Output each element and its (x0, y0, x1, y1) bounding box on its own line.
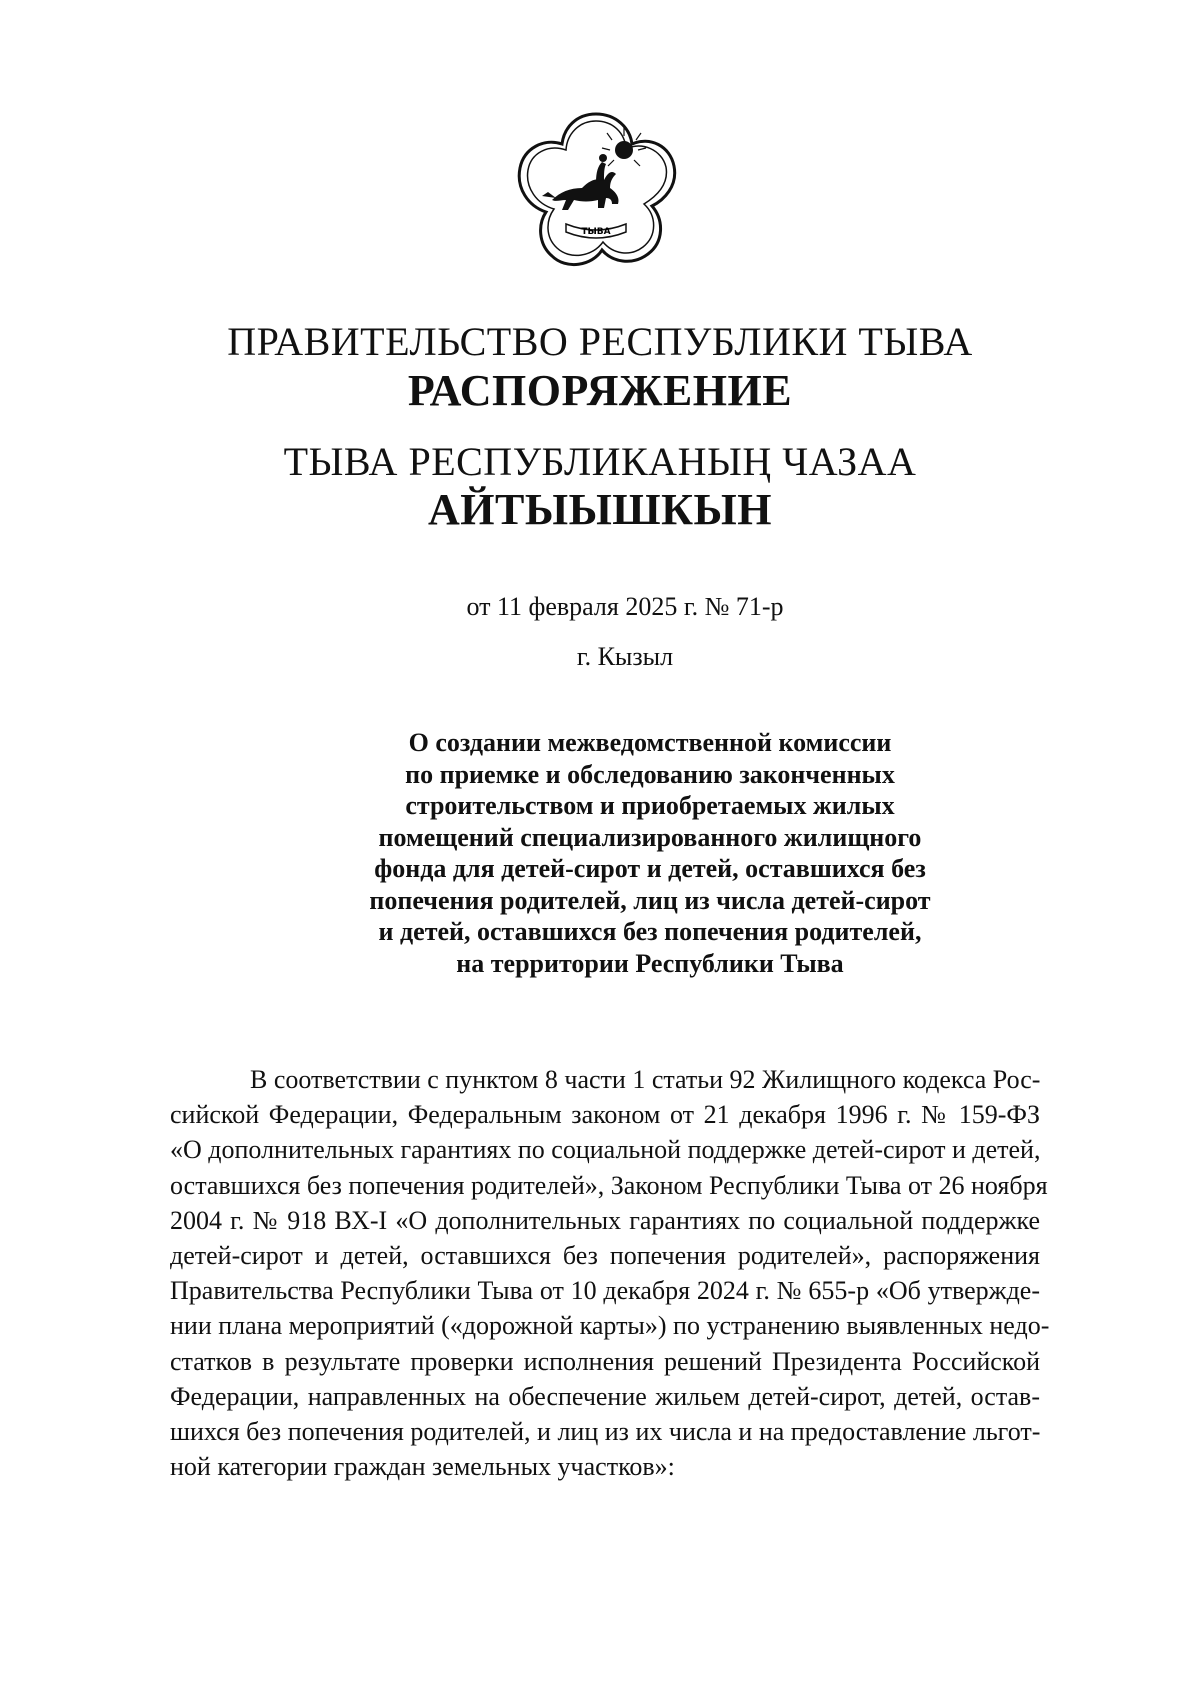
body-line: детей-сирот и детей, оставшихся без попечения родителей», распоряжения (170, 1241, 1040, 1271)
subject-line: строительством и приобретаемых жилых (405, 791, 895, 820)
subject-line: помещений специализированного жилищного (378, 822, 922, 852)
body-line: нии плана мероприятий («дорожной карты») по устранению выявленных недо- (170, 1311, 1050, 1341)
body-line: оставшихся без попечения родителей», Законом Республики Тыва от 26 ноября (170, 1170, 1048, 1200)
body-line: Правительства Республики Тыва от 10 декабря 2024 г. № 655-р «Об утвержде- (170, 1276, 1040, 1306)
document-date-number: от 11 февраля 2025 г. № 71-р (466, 592, 784, 621)
subject-line: попечения родителей, лиц из числа детей-сирот (369, 885, 931, 915)
document-subject (330, 727, 970, 979)
document-kind-tyv: АЙТЫЫШКЫН (428, 485, 772, 534)
body-line: Федерации, направленных на обеспечение жильем детей-сирот, детей, остав- (170, 1381, 1040, 1411)
government-name-tyv: ТЫВА РЕСПУБЛИКАНЫҢ ЧАЗАА (283, 439, 917, 484)
government-name-ru: ПРАВИТЕЛЬСТВО РЕСПУБЛИКИ ТЫВА (227, 319, 973, 364)
subject-line: по приемке и обследованию законченных (405, 759, 895, 789)
emblem-inscription: ТЫВА (581, 227, 611, 237)
coat-of-arms-icon (512, 108, 680, 276)
subject-line: и детей, оставшихся без попечения родителей, (378, 917, 922, 946)
document-kind-ru: РАСПОРЯЖЕНИЕ (407, 366, 793, 415)
body-line: 2004 г. № 918 ВХ-I «О дополнительных гарантиях по социальной поддержке (170, 1205, 1040, 1235)
body-line: ной категории граждан земельных участков»: (170, 1452, 675, 1482)
subject-line: О создании межведомственной комиссии (408, 728, 892, 757)
subject-line: фонда для детей-сирот и детей, оставшихся без (374, 854, 926, 883)
preamble-paragraph (170, 1062, 1050, 1484)
body-line: сийской Федерации, Федеральным законом от 21 декабря 1996 г. № 159-ФЗ (170, 1100, 1040, 1130)
subject-line: на территории Республики Тыва (456, 948, 844, 978)
body-line: статков в результате проверки исполнения решений Президента Российской (170, 1346, 1040, 1376)
body-line: В соответствии с пунктом 8 части 1 статьи 92 Жилищного кодекса Рос- (250, 1065, 1041, 1094)
body-line: шихся без попечения родителей, и лиц из их числа и на предоставление льгот- (170, 1417, 1041, 1447)
document-city: г. Кызыл (576, 642, 674, 671)
body-line: «О дополнительных гарантиях по социальной поддержке детей-сирот и детей, (170, 1135, 1041, 1165)
